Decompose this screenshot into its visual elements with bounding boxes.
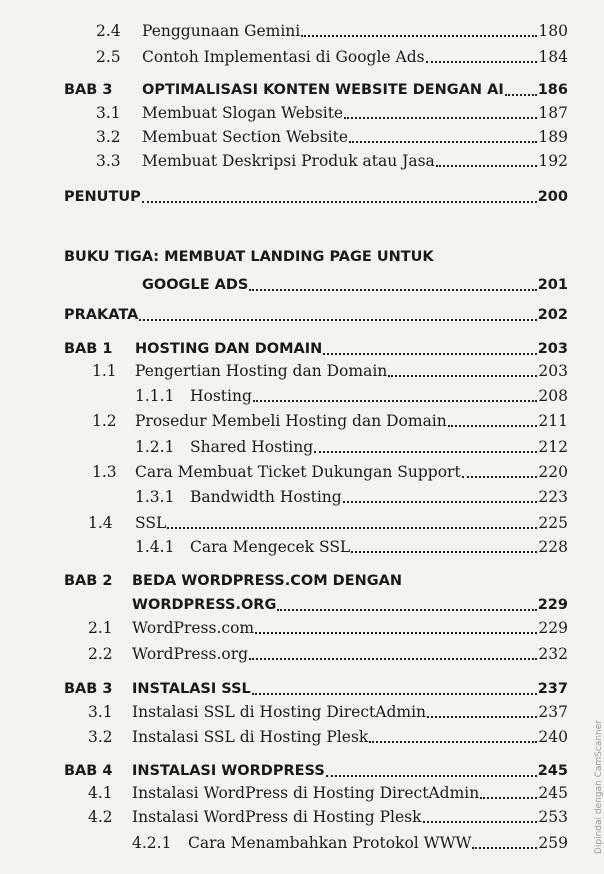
toc-entry: [142, 276, 568, 294]
toc-entry: [92, 362, 568, 380]
toc-entry: [64, 680, 568, 698]
toc-entry-title: OPTIMALISASI KONTEN WEBSITE DENGAN AI: [142, 82, 504, 98]
toc-entry: [64, 188, 568, 206]
toc-entry-title: Membuat Deskripsi Produk atau Jasa: [142, 152, 435, 170]
toc-leader-dots: [369, 737, 537, 743]
toc-leader-dots: [252, 689, 537, 695]
toc-entry-number: 1.3.1: [135, 488, 175, 506]
toc-entry-title: SSL: [135, 514, 167, 532]
toc-entry: [96, 48, 568, 66]
toc-entry-page: 223: [538, 488, 568, 506]
toc-entry: [64, 81, 568, 99]
toc-leader-dots: [423, 817, 538, 823]
toc-entry-title: Pengertian Hosting dan Domain: [135, 362, 388, 380]
toc-entry-number: 3.2: [88, 728, 113, 746]
toc-entry-number: 1.2.1: [135, 438, 175, 456]
toc-entry-page: 245: [537, 763, 568, 779]
toc-leader-dots: [301, 31, 537, 37]
toc-entry-number: 4.2.1: [132, 834, 172, 852]
toc-entry-number: 2.5: [96, 48, 121, 66]
toc-entry: [135, 538, 568, 556]
toc-entry: [96, 104, 568, 122]
toc-entry: [135, 488, 568, 506]
toc-leader-dots: [343, 497, 538, 503]
toc-entry-title: WordPress.com: [132, 619, 255, 637]
toc-entry-number: BAB 4: [64, 763, 113, 779]
scanner-watermark: Dipindai dengan CamScanner: [594, 720, 604, 855]
toc-entry: [88, 808, 568, 826]
toc-entry-page: 232: [538, 645, 568, 663]
toc-entry-title: Contoh Implementasi di Google Ads: [142, 48, 425, 66]
toc-leader-dots: [349, 137, 537, 143]
toc-entry-page: 240: [538, 728, 568, 746]
toc-entry-page: 186: [537, 82, 568, 98]
toc-entry-page: 184: [538, 48, 568, 66]
toc-entry-page: 187: [538, 104, 568, 122]
toc-entry: [132, 834, 568, 852]
toc-entry-page: 237: [537, 681, 568, 697]
toc-entry-page: 229: [537, 597, 568, 613]
toc-entry-title: Membuat Section Website: [142, 128, 349, 146]
toc-entry-number: 1.3: [92, 463, 117, 481]
toc-leader-dots: [505, 90, 537, 96]
toc-entry-title: Cara Menambahkan Protokol WWW: [188, 834, 472, 852]
toc-entry-number: 4.2: [88, 808, 113, 826]
toc-entry-title: Bandwidth Hosting: [190, 488, 342, 506]
toc-entry-page: 203: [537, 341, 568, 357]
toc-entry-number: 1.2: [92, 412, 117, 430]
toc-entry: [88, 645, 568, 663]
toc-leader-dots: [388, 371, 537, 377]
toc-leader-dots: [142, 197, 537, 203]
toc-entry-title: INSTALASI WORDPRESS: [132, 763, 325, 779]
toc-entry-page: 208: [538, 387, 568, 405]
toc-entry: [96, 22, 568, 40]
toc-entry: [88, 619, 568, 637]
toc-entry-number: 2.4: [96, 22, 121, 40]
toc-leader-dots: [436, 161, 538, 167]
toc-entry-title: PENUTUP: [64, 189, 141, 205]
toc-entry-number: 1.4.1: [135, 538, 175, 556]
toc-entry-number: BAB 3: [64, 681, 113, 697]
toc-entry: [92, 463, 568, 481]
toc-leader-dots: [480, 793, 537, 799]
toc-entry: [135, 387, 568, 405]
part-heading-buku-tiga: BUKU TIGA: MEMBUAT LANDING PAGE UNTUK: [64, 249, 434, 265]
toc-entry-number: 3.2: [96, 128, 121, 146]
toc-entry-title: INSTALASI SSL: [132, 681, 251, 697]
toc-entry-page: 201: [537, 277, 568, 293]
toc-leader-dots: [448, 421, 538, 427]
toc-entry-title: Instalasi SSL di Hosting DirectAdmin: [132, 703, 427, 721]
toc-leader-dots: [249, 654, 537, 660]
toc-leader-dots: [277, 605, 536, 611]
toc-entry: [88, 728, 568, 746]
toc-leader-dots: [344, 113, 537, 119]
toc-entry-page: 200: [537, 189, 568, 205]
toc-leader-dots: [462, 472, 538, 478]
toc-entry: [64, 306, 568, 324]
toc-entry-title: WordPress.org: [132, 645, 249, 663]
toc-entry-number: 4.1: [88, 784, 113, 802]
toc-leader-dots: [249, 285, 536, 291]
toc-entry-number: BAB 3: [64, 82, 113, 98]
toc-entry: [132, 596, 568, 614]
toc-entry: [88, 703, 568, 721]
toc-entry-title: HOSTING DAN DOMAIN: [135, 341, 323, 357]
toc-entry-number: 2.1: [88, 619, 113, 637]
toc-entry-title: Cara Mengecek SSL: [190, 538, 351, 556]
toc-entry-page: 245: [538, 784, 568, 802]
toc-entry-number: 3.1: [96, 104, 121, 122]
toc-entry-title: Cara Membuat Ticket Dukungan Support: [135, 463, 461, 481]
toc-entry-page: 259: [538, 834, 568, 852]
toc-entry-page: 253: [538, 808, 568, 826]
toc-entry-page: 211: [538, 412, 568, 430]
toc-entry-number: 3.3: [96, 152, 121, 170]
toc-entry-number: 1.4: [88, 514, 113, 532]
toc-entry-page: 220: [538, 463, 568, 481]
toc-entry-page: 225: [538, 514, 568, 532]
toc-entry-title: PRAKATA: [64, 307, 139, 323]
toc-leader-dots: [167, 523, 537, 529]
toc-entry-page: 180: [538, 22, 568, 40]
toc-leader-dots: [253, 396, 538, 402]
toc-entry-title: Prosedur Membeli Hosting dan Domain: [135, 412, 447, 430]
toc-entry-title: Shared Hosting: [190, 438, 314, 456]
toc-entry-title: Hosting: [190, 387, 252, 405]
toc-leader-dots: [426, 57, 538, 63]
toc-leader-dots: [314, 447, 537, 453]
toc-entry-title: Penggunaan Gemini: [142, 22, 301, 40]
toc-entry: [92, 412, 568, 430]
toc-entry-title: Membuat Slogan Website: [142, 104, 344, 122]
chapter-number-bab-2: BAB 2: [64, 573, 113, 589]
toc-entry-page: 212: [538, 438, 568, 456]
toc-entry: [96, 152, 568, 170]
toc-entry-number: 1.1.1: [135, 387, 175, 405]
toc-entry-title: WORDPRESS.ORG: [132, 597, 277, 613]
toc-entry-title: Instalasi WordPress di Hosting Plesk: [132, 808, 422, 826]
toc-entry-page: 202: [537, 307, 568, 323]
toc-entry: [88, 784, 568, 802]
toc-leader-dots: [326, 771, 537, 777]
toc-entry-number: 3.1: [88, 703, 113, 721]
toc-leader-dots: [472, 843, 537, 849]
toc-entry-page: 237: [538, 703, 568, 721]
toc-leader-dots: [323, 349, 536, 355]
toc-entry-number: 1.1: [92, 362, 117, 380]
toc-entry-page: 203: [538, 362, 568, 380]
toc-entry-page: 192: [538, 152, 568, 170]
toc-leader-dots: [255, 628, 537, 634]
toc-leader-dots: [351, 547, 537, 553]
toc-entry: [88, 514, 568, 532]
toc-entry-title: GOOGLE ADS: [142, 277, 249, 293]
toc-entry-page: 229: [538, 619, 568, 637]
toc-entry: [64, 762, 568, 780]
toc-entry-page: 228: [538, 538, 568, 556]
toc-entry-number: 2.2: [88, 645, 113, 663]
toc-entry-page: 189: [538, 128, 568, 146]
toc-entry: [64, 340, 568, 358]
toc-entry: [96, 128, 568, 146]
toc-entry: [135, 438, 568, 456]
toc-leader-dots: [427, 712, 537, 718]
toc-entry-title: Instalasi WordPress di Hosting DirectAdmin: [132, 784, 480, 802]
toc-entry-title: Instalasi SSL di Hosting Plesk: [132, 728, 369, 746]
toc-entry-number: BAB 1: [64, 341, 113, 357]
chapter-title-bab-2-line-1: BEDA WORDPRESS.COM DENGAN: [132, 573, 403, 589]
toc-leader-dots: [139, 315, 536, 321]
